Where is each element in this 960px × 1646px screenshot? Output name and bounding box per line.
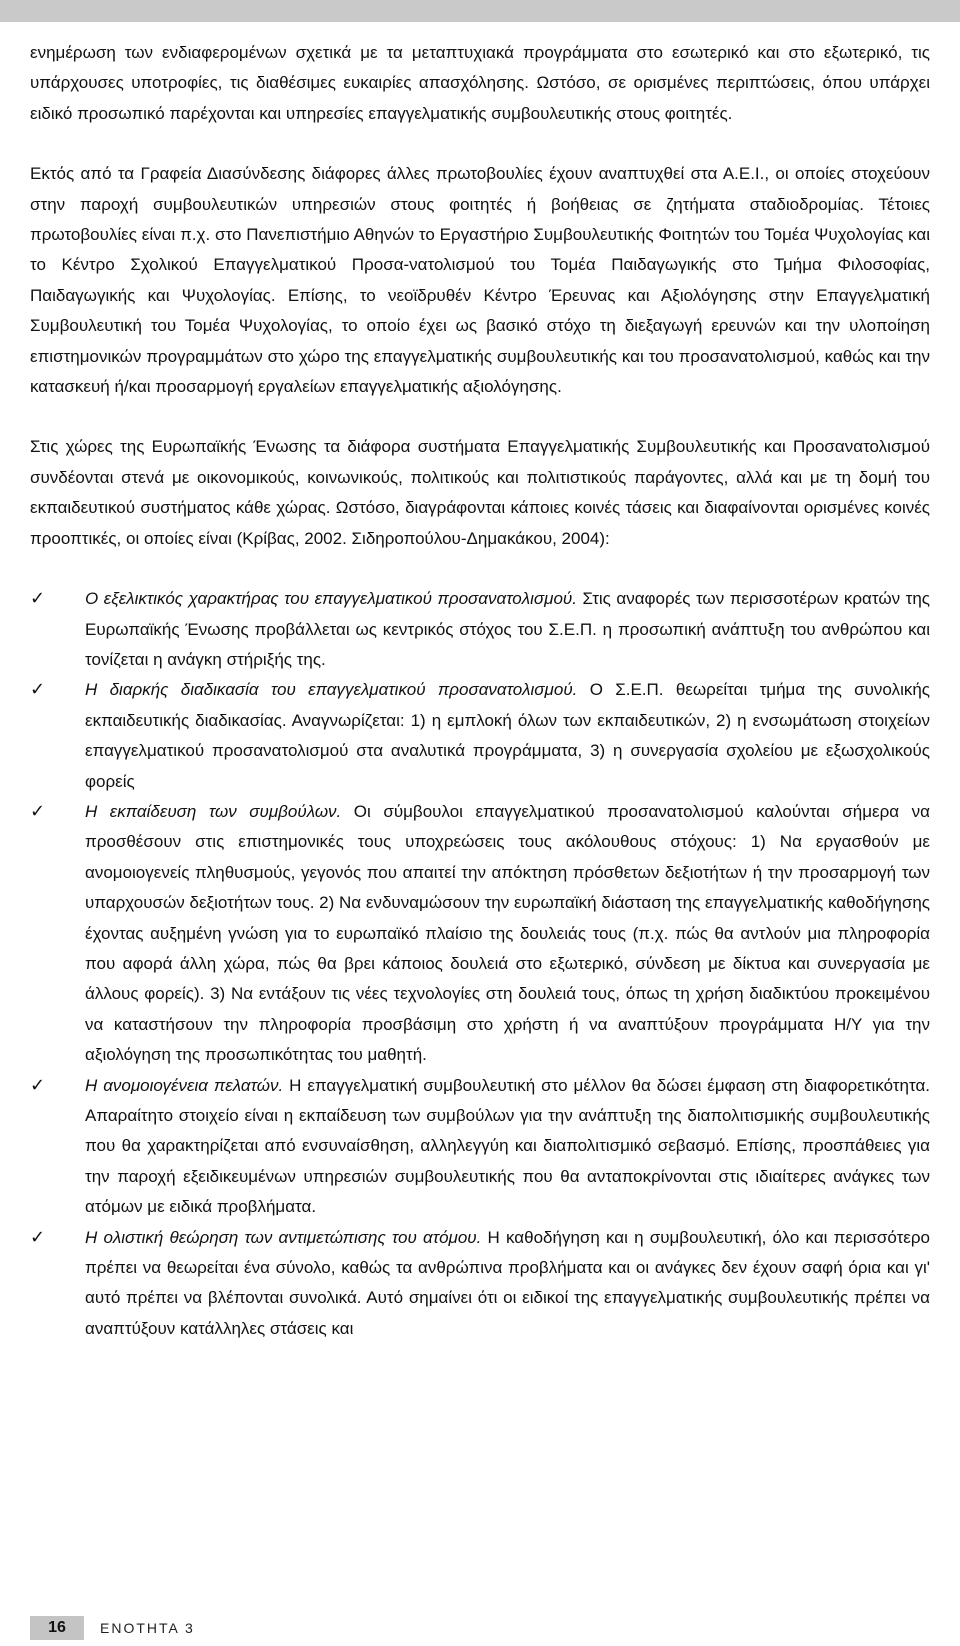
bullet-text: Στις αναφορές των περισσοτέρων κρατών της Ευρωπαϊκής Ένωσης προβάλλεται ως κεντρικός στόχος του Σ.Ε.Π. η προσωπική ανάπτυξη του ανθρώπου και τονίζεται η ανάγκη στήριξής της.	[85, 589, 930, 669]
list-item	[30, 797, 930, 1071]
checkmark-icon: ✓	[30, 1074, 46, 1096]
page-footer	[30, 1616, 195, 1640]
paragraph-2: Εκτός από τα Γραφεία Διασύνδεσης διάφορες άλλες πρωτοβουλίες έχουν αναπτυχθεί στα Α.Ε.Ι., οι οποίες στοχεύουν στην παροχή συμβουλευτικών υπηρεσιών στους φοιτητές ή βοήθειας σε ζητήματα σταδιοδρομίας. Τέτοιες πρωτοβουλίες είναι π.χ. στο Πανεπιστήμιο Αθηνών το Εργαστήριο Συμβουλευτικής Φοιτητών του Τομέα Ψυχολογίας και το Κέντρο Σχολικού Επαγγελματικού Προσα-νατολισμού του Τομέα Παιδαγωγικής στο Τμήμα Φιλοσοφίας, Παιδαγωγικής και Ψυχολογίας. Επίσης, το νεοϊδρυθέν Κέντρο Έρευνας και Αξιολόγησης στην Επαγγελματική Συμβουλευτική του Τομέα Ψυχολογίας, το οποίο έχει ως βασικό στόχο τη διεξαγωγή ερευνών και την υλοποίηση επιστημονικών προγραμμάτων στο χώρο της επαγγελματικής συμβουλευτικής και του προσανατολισμού, καθώς και την κατασκευή ή/και προσαρμογή εργαλείων επαγγελματικής αξιολόγησης.	[30, 164, 930, 397]
bullet-text: Οι σύμβουλοι επαγγελματικού προσανατολισμού καλούνται σήμερα να προσθέσουν στις επιστημονικές τους υποχρεώσεις τους ακόλουθους στόχους: 1) Να εργασθούν με ανομοιογενείς πληθυσμούς, γεγονός που απαιτεί την απόκτηση πρόσθετων δεξιοτήτων ή την προσαρμογή των υπαρχουσών δεξιοτήτων τους. 2) Να ενδυναμώσουν την ευρωπαϊκή διάσταση της επαγγελματικής καθοδήγησης έχοντας αυξημένη γνώση για το ευρωπαϊκό πλαίσιο της δουλειάς τους (π.χ. πώς θα αντλούν μια πληροφορία που αφορά άλλη χώρα, πώς θα βρει κάποιος δουλειά στο εξωτερικό, σύνδεση με δίκτυα και συνεργασία με άλλους φορείς). 3) Να εντάξουν τις νέες τεχνολογίες στη δουλειά τους, όπως τη χρήση διαδικτύου προκειμένου να καταστήσουν την πληροφορία προσβάσιμη στο χρήστη ή να αναπτύξουν προγράμματα Η/Υ για την αξιολόγηση της προσωπικότητας του μαθητή.	[85, 801, 930, 1065]
checkmark-icon: ✓	[30, 588, 46, 610]
list-item	[30, 584, 930, 675]
list-item	[30, 1223, 930, 1345]
bullet-lead: Η ανομοιογένεια πελατών.	[85, 1075, 284, 1095]
page-body	[30, 38, 930, 1344]
top-header-bar	[0, 0, 960, 22]
bullet-text: Η καθοδήγηση και η συμβουλευτική, όλο και περισσότερο πρέπει να θεωρείται ένα σύνολο, καθώς τα ανθρώπινα προβλήματα και οι ανάγκες δεν έχουν σαφή όρια και γι' αυτό πρέπει να βλέπονται συνολικά. Αυτό σημαίνει ότι οι ειδικοί της επαγγελματικής συμβουλευτικής πρέπει να αναπτύξουν κατάλληλες στάσεις και	[85, 1227, 930, 1338]
page-number: 16	[30, 1616, 84, 1640]
checkmark-icon: ✓	[30, 679, 46, 701]
list-item	[30, 675, 930, 797]
bullet-list	[30, 584, 930, 1344]
bullet-text: Ο Σ.Ε.Π. θεωρείται τμήμα της συνολικής εκπαιδευτικής διαδικασίας. Αναγνωρίζεται: 1) η εμπλοκή όλων των εκπαιδευτικών, 2) η ενσωμάτωση στοιχείων επαγγελματικού προσανατολισμού στα αναλυτικά προγράμματα, 3) η συνεργασία σχολείου με εξωσχολικούς φορείς	[85, 680, 930, 791]
bullet-text: Η επαγγελματική συμβουλευτική στο μέλλον θα δώσει έμφαση στη διαφορετικότητα. Απαραίτητο στοιχείο είναι η εκπαίδευση των συμβούλων για την ανάπτυξη της διαπολιτισμικής συμβουλευτικής που θα χαρακτηρίζεται από ενσυναίσθηση, αλληλεγγύη και διαπολιτισμικό σεβασμό. Επίσης, προσπάθειες για την παροχή εξειδικευμένων υπηρεσιών συμβουλευτικής που θα ανταποκρίνονται στις ιδιαίτερες ανάγκες των ατόμων με ειδικά προβλήματα.	[85, 1075, 930, 1217]
list-item	[30, 1071, 930, 1223]
paragraph-1: ενημέρωση των ενδιαφερομένων σχετικά με τα μεταπτυχιακά προγράμματα στο εσωτερικό και στο εξωτερικό, τις υπάρχουσες υποτροφίες, τις διαθέσιμες ευκαιρίες απασχόλησης. Ωστόσο, σε ορισμένες περιπτώσεις, όπου υπάρχει ειδικό προσωπικό παρέχονται και υπηρεσίες επαγγελματικής συμβουλευτικής στους φοιτητές.	[30, 43, 930, 123]
checkmark-icon: ✓	[30, 1226, 46, 1248]
bullet-lead: Η εκπαίδευση των συμβούλων.	[85, 801, 342, 821]
section-label: ΕΝΟΤΗΤΑ 3	[100, 1620, 195, 1636]
bullet-lead: Ο εξελικτικός χαρακτήρας του επαγγελματικού προσανατολισμού.	[85, 589, 577, 609]
paragraph-3: Στις χώρες της Ευρωπαϊκής Ένωσης τα διάφορα συστήματα Επαγγελματικής Συμβουλευτικής και Προσανατολισμού συνδέονται στενά με οικονομικούς, κοινωνικούς, πολιτικούς και πολιτιστικούς παράγοντες, αλλά και με τη δομή του εκπαιδευτικού συστήματος κάθε χώρας. Ωστόσο, διαγράφονται κάποιες κοινές τάσεις και διαφαίνονται ορισμένες κοινές προοπτικές, οι οποίες είναι (Κρίβας, 2002. Σιδηροπούλου-Δημακάκου, 2004):	[30, 437, 930, 548]
checkmark-icon: ✓	[30, 800, 46, 822]
bullet-lead: Η ολιστική θεώρηση των αντιμετώπισης του ατόμου.	[85, 1227, 482, 1247]
bullet-lead: Η διαρκής διαδικασία του επαγγελματικού προσανατολισμού.	[85, 680, 578, 700]
